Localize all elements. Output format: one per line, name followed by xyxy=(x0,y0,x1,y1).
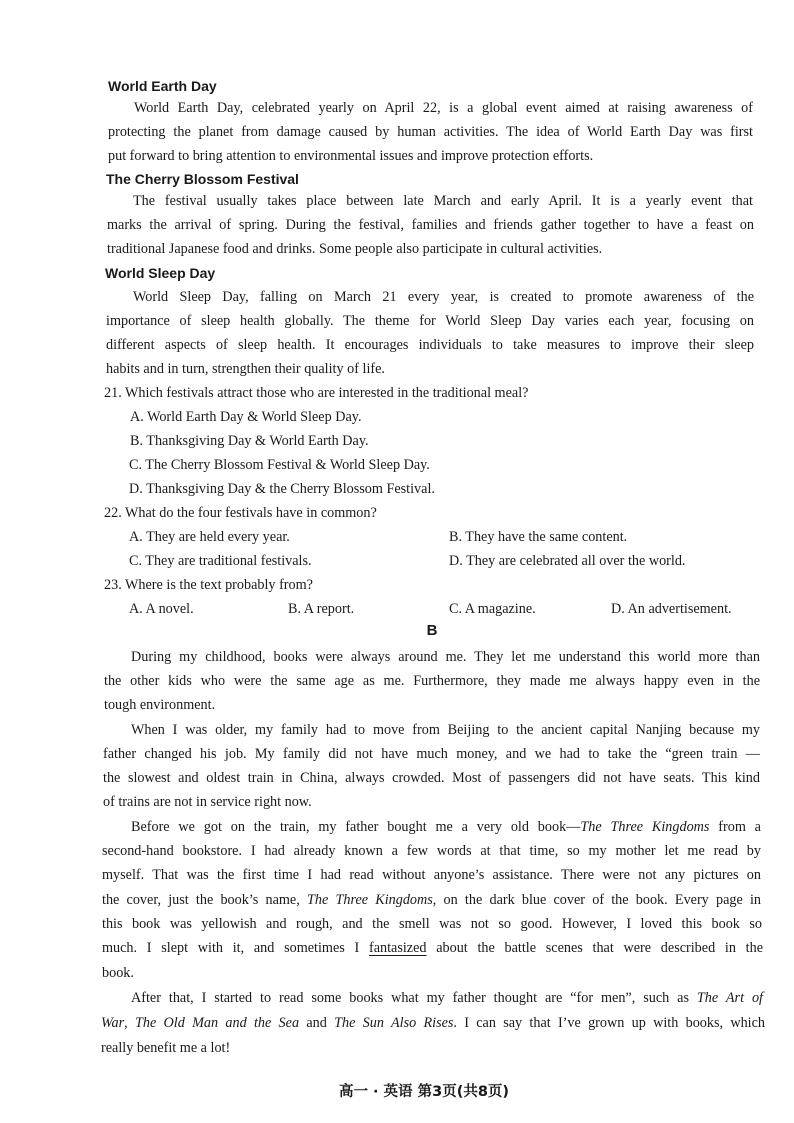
question-22-option-c[interactable]: C. They are traditional festivals. xyxy=(129,553,312,569)
question-22-option-b[interactable]: B. They have the same content. xyxy=(449,529,628,545)
text-span: and xyxy=(299,1015,335,1031)
text-span: , xyxy=(124,1015,135,1031)
paragraph-line: habits and in turn, strengthen their quality of life. xyxy=(106,361,385,377)
question-22-option-a[interactable]: A. They are held every year. xyxy=(129,529,290,545)
question-23-option-a[interactable]: A. A novel. xyxy=(129,601,194,617)
question-22-option-d[interactable]: D. They are celebrated all over the world. xyxy=(449,553,686,569)
question-21-option-b[interactable]: B. Thanksgiving Day & World Earth Day. xyxy=(130,433,369,449)
paragraph-line xyxy=(131,986,763,1010)
question-23-option-b[interactable]: B. A report. xyxy=(288,601,355,617)
paragraph-line: really benefit me a lot! xyxy=(101,1040,231,1056)
paragraph-line: second-hand bookstore. I had already known a few words at that time, so my mother let me read by xyxy=(102,843,761,859)
book-title: War xyxy=(101,1015,125,1031)
question-21-option-c[interactable]: C. The Cherry Blossom Festival & World Sleep Day. xyxy=(129,457,430,473)
text-span: , on the dark blue cover of the book. Every page in xyxy=(432,892,761,908)
page-footer: 高一 · 英语 第3页(共8页) xyxy=(338,1084,510,1100)
question-23-option-c[interactable]: C. A magazine. xyxy=(449,601,536,617)
text-span: about the battle scenes that were described in the xyxy=(426,940,763,956)
text-span: After that, I started to read some books what my father thought are “for men”, such as xyxy=(131,990,697,1006)
paragraph-line: father changed his job. My family did not have much money, and we had to take the “green train — xyxy=(103,746,760,762)
book-title: The Sun Also Rises xyxy=(334,1015,454,1031)
paragraph-line: this book was yellowish and rough, and the smell was not so good. However, I loved this book so xyxy=(102,916,762,932)
heading-world-sleep-day: World Sleep Day xyxy=(105,265,216,281)
paragraph-line: marks the arrival of spring. During the festival, families and friends gather together to have a feast on xyxy=(107,217,754,233)
paragraph-line: tough environment. xyxy=(104,697,216,713)
question-21-option-d[interactable]: D. Thanksgiving Day & the Cherry Blossom Festival. xyxy=(129,481,435,497)
book-title: The Three Kingdoms xyxy=(580,819,710,835)
paragraph-line: World Earth Day, celebrated yearly on April 22, is a global event aimed at raising awareness of xyxy=(134,100,753,116)
text-span: the cover, just the book’s name, xyxy=(102,892,307,908)
heading-world-earth-day: World Earth Day xyxy=(108,78,217,94)
paragraph-line: book. xyxy=(102,965,134,981)
paragraph-line: When I was older, my family had to move from Beijing to the ancient capital Nanjing because my xyxy=(131,722,760,738)
question-22-stem: 22. What do the four festivals have in common? xyxy=(104,505,377,521)
paragraph-line: The festival usually takes place between late March and early April. It is a yearly event that xyxy=(133,193,753,209)
paragraph-line: World Sleep Day, falling on March 21 every year, is created to promote awareness of the xyxy=(133,289,754,305)
text-span: much. I slept with it, and sometimes I xyxy=(102,940,369,956)
question-23-stem: 23. Where is the text probably from? xyxy=(104,577,313,593)
question-21-option-a[interactable]: A. World Earth Day & World Sleep Day. xyxy=(130,409,362,425)
paragraph-line: importance of sleep health globally. The theme for World Sleep Day varies each year, focusing on xyxy=(106,313,754,329)
book-title: The Art of xyxy=(696,990,763,1006)
paragraph-line: the other kids who were the same age as me. Furthermore, they made me always happy even in the xyxy=(104,673,760,689)
paragraph-line: of trains are not in service right now. xyxy=(103,794,312,810)
paragraph-line: different aspects of sleep health. It encourages individuals to take measures to improve their sleep xyxy=(106,337,754,353)
paragraph-line: traditional Japanese food and drinks. Some people also participate in cultural activities. xyxy=(107,241,603,257)
paragraph-line xyxy=(101,1011,765,1035)
book-title: The Old Man and the Sea xyxy=(134,1015,300,1031)
paragraph-line xyxy=(131,815,761,839)
paragraph-line xyxy=(102,936,763,960)
text-span: from a xyxy=(709,819,761,835)
section-b-label: B xyxy=(426,622,438,639)
paragraph-line: protecting the planet from damage caused by human activities. The idea of World Earth Day was first xyxy=(108,124,753,140)
text-span: . I can say that I’ve grown up with books, which xyxy=(453,1015,765,1031)
paragraph-line: put forward to bring attention to environmental issues and improve protection efforts. xyxy=(108,148,594,164)
question-23-option-d[interactable]: D. An advertisement. xyxy=(611,601,732,617)
text-span: Before we got on the train, my father bought me a very old book— xyxy=(131,819,581,835)
heading-cherry-blossom: The Cherry Blossom Festival xyxy=(106,171,299,187)
paragraph-line: During my childhood, books were always around me. They let me understand this world more than xyxy=(131,649,760,665)
question-21-stem: 21. Which festivals attract those who are interested in the traditional meal? xyxy=(104,385,529,401)
underlined-word: fantasized xyxy=(368,940,427,956)
book-title: The Three Kingdoms xyxy=(306,892,433,908)
paragraph-line: myself. That was the first time I had read without anyone’s assistance. There were not any pictures on xyxy=(102,867,761,883)
paragraph-line: the slowest and oldest train in China, always crowded. Most of passengers did not have seats. This kind xyxy=(103,770,760,786)
paragraph-line xyxy=(102,888,761,912)
